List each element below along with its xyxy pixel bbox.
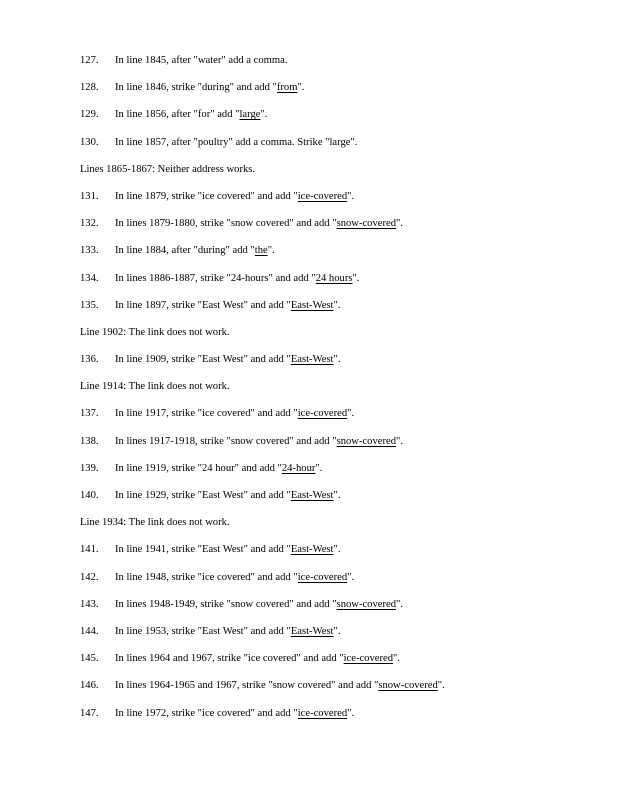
item-number: 131. bbox=[80, 190, 99, 202]
item-text bbox=[115, 432, 403, 452]
item-number: 133. bbox=[80, 245, 99, 257]
underlined-replacement: snow-covered bbox=[336, 218, 396, 230]
text-segment: In line 1929, strike "East West" and add " bbox=[115, 490, 291, 501]
item-text bbox=[115, 568, 354, 588]
text-segment: ". bbox=[396, 435, 403, 447]
note-text bbox=[80, 377, 230, 397]
item-text bbox=[115, 704, 354, 724]
item-number: 132. bbox=[80, 218, 99, 230]
text-segment: ". bbox=[347, 707, 355, 719]
underlined-replacement: ice-covered bbox=[297, 571, 348, 583]
item-number: 130. bbox=[80, 136, 99, 148]
item-text bbox=[115, 187, 354, 207]
text-segment: In lines 1917-1918, strike "snow covered" and add " bbox=[115, 435, 337, 447]
text-segment: ". bbox=[347, 571, 355, 583]
text-segment: ". bbox=[297, 82, 305, 94]
underlined-replacement: East-West bbox=[290, 544, 334, 556]
text-segment: ". bbox=[267, 245, 275, 257]
underlined-replacement: 24-hour bbox=[281, 462, 316, 474]
text-segment: ". bbox=[315, 462, 323, 474]
text-segment: ". bbox=[437, 680, 445, 692]
edit-item bbox=[0, 78, 618, 105]
underlined-replacement: snow-covered bbox=[336, 598, 396, 610]
item-text bbox=[115, 105, 267, 125]
underlined-replacement: the bbox=[254, 245, 268, 257]
text-segment: ". bbox=[347, 190, 355, 202]
item-number: 127. bbox=[80, 55, 99, 66]
note-line bbox=[0, 513, 618, 540]
item-text bbox=[115, 622, 340, 642]
text-segment: In line 1941, strike "East West" and add " bbox=[115, 544, 291, 556]
text-segment: ". bbox=[396, 218, 403, 230]
item-text bbox=[115, 649, 400, 669]
underlined-replacement: East-West bbox=[290, 490, 334, 501]
item-text bbox=[115, 51, 288, 71]
text-segment: Lines 1865-1867: Neither address works. bbox=[80, 163, 256, 175]
note-line bbox=[0, 323, 618, 350]
edit-item bbox=[0, 241, 618, 268]
text-segment: In line 1919, strike "24 hour" and add " bbox=[115, 462, 282, 474]
item-text bbox=[115, 78, 304, 98]
edit-item bbox=[0, 296, 618, 323]
text-segment: In line 1972, strike "ice covered" and add " bbox=[115, 707, 298, 719]
text-segment: In line 1948, strike "ice covered" and add " bbox=[115, 571, 298, 583]
edit-item bbox=[0, 540, 618, 567]
text-segment: In lines 1964-1965 and 1967, strike "snow covered" and add " bbox=[115, 680, 379, 692]
note-text bbox=[80, 323, 230, 343]
item-text bbox=[115, 133, 357, 153]
edit-item bbox=[0, 214, 618, 241]
note-line bbox=[0, 160, 618, 187]
text-segment: In line 1845, after "water" add a comma. bbox=[115, 55, 288, 66]
item-number: 135. bbox=[80, 299, 99, 311]
underlined-replacement: ice-covered bbox=[297, 408, 348, 420]
edit-item bbox=[0, 269, 618, 296]
edit-item bbox=[0, 595, 618, 622]
edit-item bbox=[0, 649, 618, 676]
text-segment: ". bbox=[333, 354, 341, 366]
text-segment: In line 1953, strike "East West" and add " bbox=[115, 625, 291, 637]
text-segment: In line 1917, strike "ice covered" and add " bbox=[115, 408, 298, 420]
underlined-replacement: snow-covered bbox=[336, 435, 396, 447]
underlined-replacement: large bbox=[239, 109, 261, 121]
item-number: 128. bbox=[80, 82, 99, 94]
item-text bbox=[115, 350, 340, 370]
text-segment: In lines 1964 and 1967, strike "ice covered" and add " bbox=[115, 653, 344, 665]
text-segment: In lines 1948-1949, strike "snow covered" and add " bbox=[115, 598, 337, 610]
text-segment: ". bbox=[333, 544, 341, 556]
text-segment: In line 1846, strike "during" and add " bbox=[115, 82, 277, 94]
underlined-replacement: from bbox=[276, 82, 298, 94]
item-text bbox=[115, 486, 340, 506]
item-number: 134. bbox=[80, 272, 99, 284]
text-segment: ". bbox=[333, 299, 341, 311]
text-segment: ". bbox=[396, 598, 403, 610]
text-segment: In line 1909, strike "East West" and add " bbox=[115, 354, 291, 366]
text-segment: In line 1879, strike "ice covered" and add " bbox=[115, 190, 298, 202]
text-segment: Line 1914: The link does not work. bbox=[80, 381, 230, 393]
item-text bbox=[115, 540, 340, 560]
text-segment: ". bbox=[352, 272, 360, 284]
item-number: 140. bbox=[80, 490, 99, 501]
item-number: 141. bbox=[80, 544, 99, 556]
edit-item bbox=[0, 350, 618, 377]
item-number: 147. bbox=[80, 707, 99, 719]
underlined-replacement: ice-covered bbox=[297, 190, 348, 202]
text-segment: ". bbox=[393, 653, 400, 665]
edit-item bbox=[0, 105, 618, 132]
text-segment: ". bbox=[333, 625, 341, 637]
edit-item bbox=[0, 622, 618, 649]
underlined-replacement: 24 hours bbox=[315, 272, 353, 284]
underlined-replacement: East-West bbox=[290, 625, 334, 637]
note-line bbox=[0, 377, 618, 404]
text-segment: ". bbox=[260, 109, 268, 121]
text-segment: In line 1897, strike "East West" and add " bbox=[115, 299, 291, 311]
note-text bbox=[80, 513, 230, 533]
text-segment: In line 1857, after "poultry" add a comma. Strike "large". bbox=[115, 136, 358, 148]
text-segment: In lines 1886-1887, strike "24-hours" and add " bbox=[115, 272, 316, 284]
edit-item bbox=[0, 459, 618, 486]
document-page bbox=[0, 51, 618, 731]
text-segment: Line 1934: The link does not work. bbox=[80, 517, 230, 529]
edit-item bbox=[0, 51, 618, 78]
edit-item bbox=[0, 432, 618, 459]
text-segment: In lines 1879-1880, strike "snow covered" and add " bbox=[115, 218, 337, 230]
item-text bbox=[115, 595, 403, 615]
text-segment: In line 1884, after "during" add " bbox=[115, 245, 255, 257]
edit-item bbox=[0, 133, 618, 160]
edit-item bbox=[0, 486, 618, 513]
note-text bbox=[80, 160, 255, 180]
item-text bbox=[115, 459, 322, 479]
underlined-replacement: East-West bbox=[290, 354, 334, 366]
text-segment: ". bbox=[333, 490, 341, 501]
item-number: 129. bbox=[80, 109, 99, 121]
item-number: 144. bbox=[80, 625, 99, 637]
item-text bbox=[115, 296, 340, 316]
item-number: 146. bbox=[80, 680, 99, 692]
text-segment: ". bbox=[347, 408, 355, 420]
underlined-replacement: snow-covered bbox=[378, 680, 438, 692]
edit-item bbox=[0, 404, 618, 431]
underlined-replacement: ice-covered bbox=[297, 707, 348, 719]
item-text bbox=[115, 404, 354, 424]
underlined-replacement: East-West bbox=[290, 299, 334, 311]
item-text bbox=[115, 269, 359, 289]
item-number: 138. bbox=[80, 435, 99, 447]
item-number: 142. bbox=[80, 571, 99, 583]
text-segment: In line 1856, after "for" add " bbox=[115, 109, 240, 121]
item-number: 136. bbox=[80, 354, 99, 366]
edit-item bbox=[0, 187, 618, 214]
underlined-replacement: ice-covered bbox=[343, 653, 394, 665]
item-number: 137. bbox=[80, 408, 99, 420]
edit-item bbox=[0, 676, 618, 703]
edit-item bbox=[0, 568, 618, 595]
item-text bbox=[115, 241, 275, 261]
edit-item bbox=[0, 704, 618, 731]
text-segment: Line 1902: The link does not work. bbox=[80, 326, 230, 338]
item-text bbox=[115, 214, 403, 234]
item-number: 143. bbox=[80, 598, 99, 610]
item-text bbox=[115, 676, 445, 696]
item-number: 139. bbox=[80, 462, 99, 474]
item-number: 145. bbox=[80, 653, 99, 665]
